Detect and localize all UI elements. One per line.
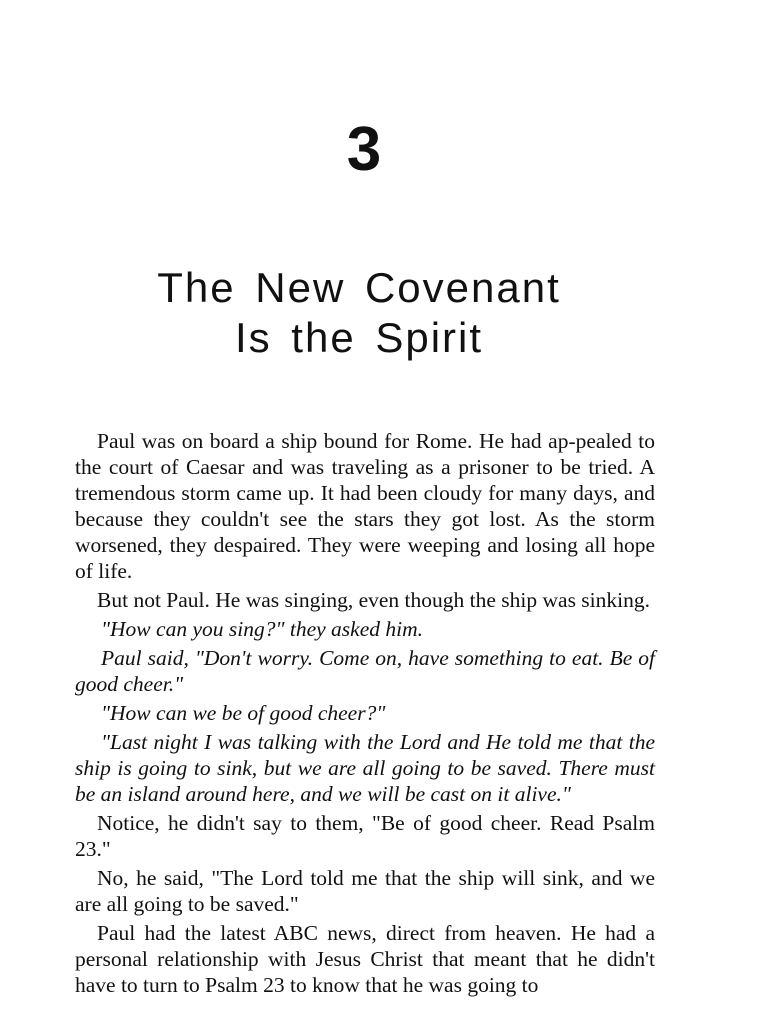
chapter-title xyxy=(0,263,718,363)
chapter-body xyxy=(75,428,655,1001)
paragraph-dialogue: "How can we be of good cheer?" xyxy=(101,701,386,725)
paragraph: Notice, he didn't say to them, "Be of good cheer. Read Psalm 23." xyxy=(75,811,655,861)
paragraph-dialogue: Paul said, "Don't worry. Come on, have something to eat. Be of good cheer." xyxy=(75,646,655,696)
paragraph: But not Paul. He was singing, even though the ship was sinking. xyxy=(97,588,650,612)
paragraph: Paul was on board a ship bound for Rome. He had ap-pealed to the court of Caesar and was traveling as a prisoner to be tried. A tremendous storm came up. It had been cloudy for many days, and because they couldn't see the stars they got lost. As the storm worsened, they despaired. They were weeping and losing all hope of life. xyxy=(75,429,655,583)
paragraph-dialogue: "How can you sing?" they asked him. xyxy=(101,617,423,641)
chapter-title-line-2: Is the Spirit xyxy=(234,314,484,361)
chapter-title-line-1: The New Covenant xyxy=(157,264,561,311)
chapter-number: 3 xyxy=(346,115,382,184)
paragraph: Paul had the latest ABC news, direct from heaven. He had a personal relationship with Jesus Christ that meant that he didn't have to turn to Psalm 23 to know that he was going to xyxy=(75,921,655,997)
paragraph: No, he said, "The Lord told me that the ship will sink, and we are all going to be saved." xyxy=(75,866,655,916)
paragraph-dialogue: "Last night I was talking with the Lord and He told me that the ship is going to sink, but we are all going to be saved. There must be an island around here, and we will be cast on it alive." xyxy=(75,730,655,806)
